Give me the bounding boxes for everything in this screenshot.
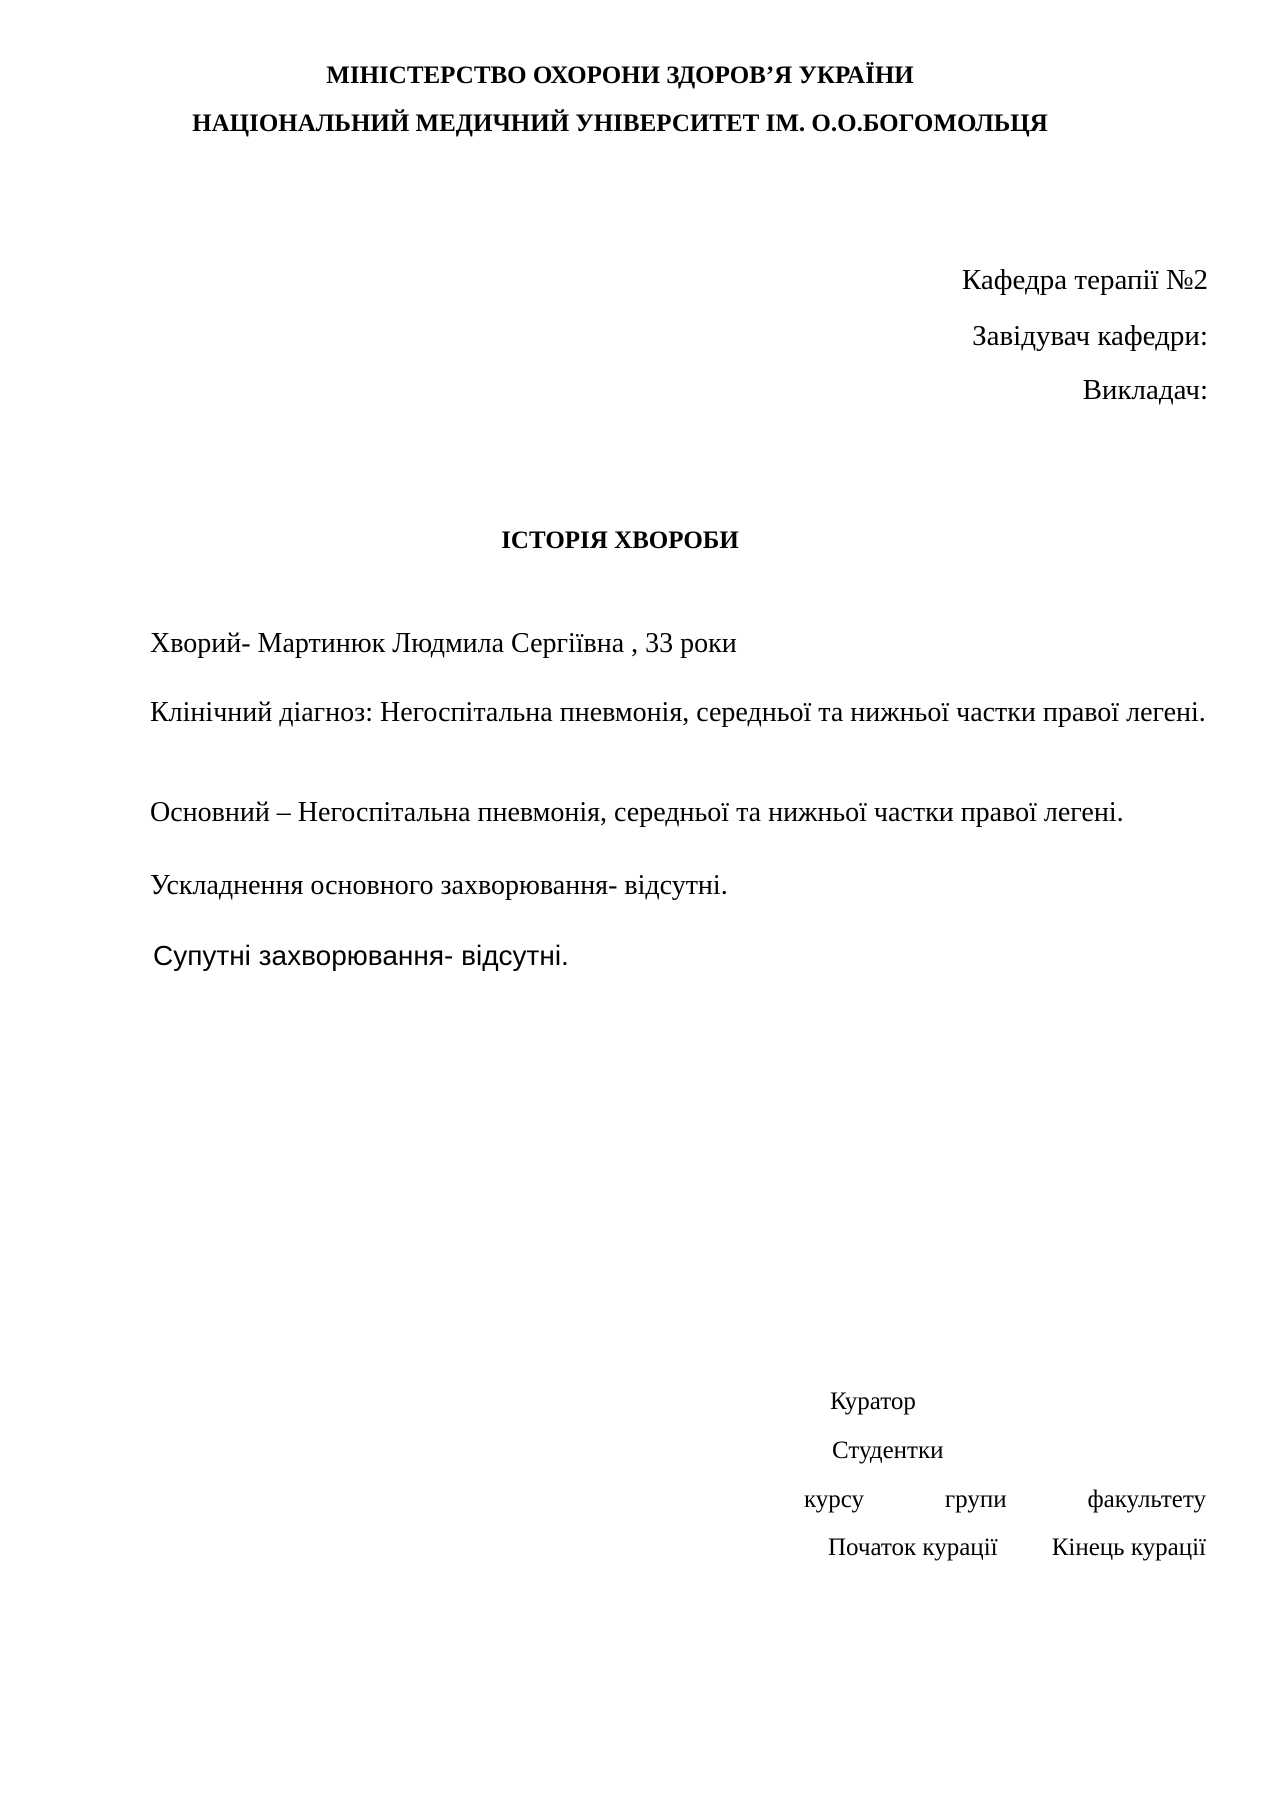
university-header: НАЦІОНАЛЬНИЙ МЕДИЧНИЙ УНІВЕРСИТЕТ ІМ. О.О.БОГОМОЛЬЦЯ bbox=[192, 110, 1048, 137]
course-label: курсу bbox=[804, 1486, 865, 1513]
course-group-faculty-row bbox=[804, 1486, 1206, 1514]
document-title: ІСТОРІЯ ХВОРОБИ bbox=[501, 527, 739, 554]
department-head-label: Завідувач кафедри: bbox=[972, 320, 1208, 352]
faculty-label: факультету bbox=[1087, 1486, 1206, 1513]
comorbidities: Супутні захворювання- відсутні. bbox=[153, 940, 569, 971]
department-name: Кафедра терапії №2 bbox=[961, 264, 1208, 296]
ministry-header: МІНІСТЕРСТВО ОХОРОНИ ЗДОРОВ’Я УКРАЇНИ bbox=[326, 62, 914, 89]
student-label: Студентки bbox=[832, 1437, 944, 1464]
complications: Ускладнення основного захворювання- відсутні. bbox=[150, 870, 728, 901]
main-diagnosis: Основний – Негоспітальна пневмонія, середньої та нижньої частки правої легені. bbox=[150, 797, 1124, 828]
clinical-diagnosis: Клінічний діагноз: Негоспітальна пневмонія, середньої та нижньої частки правої легені. bbox=[150, 697, 1206, 728]
curator-label: Куратор bbox=[830, 1388, 916, 1415]
teacher-label: Викладач: bbox=[1082, 374, 1208, 406]
curation-end-label: Кінець курації bbox=[1051, 1534, 1206, 1561]
curation-dates-row bbox=[828, 1534, 1206, 1562]
curation-start-label: Початок курації bbox=[828, 1534, 998, 1561]
group-label: групи bbox=[944, 1486, 1007, 1513]
patient-info: Хворий- Мартинюк Людмила Сергіївна , 33 роки bbox=[150, 628, 737, 659]
